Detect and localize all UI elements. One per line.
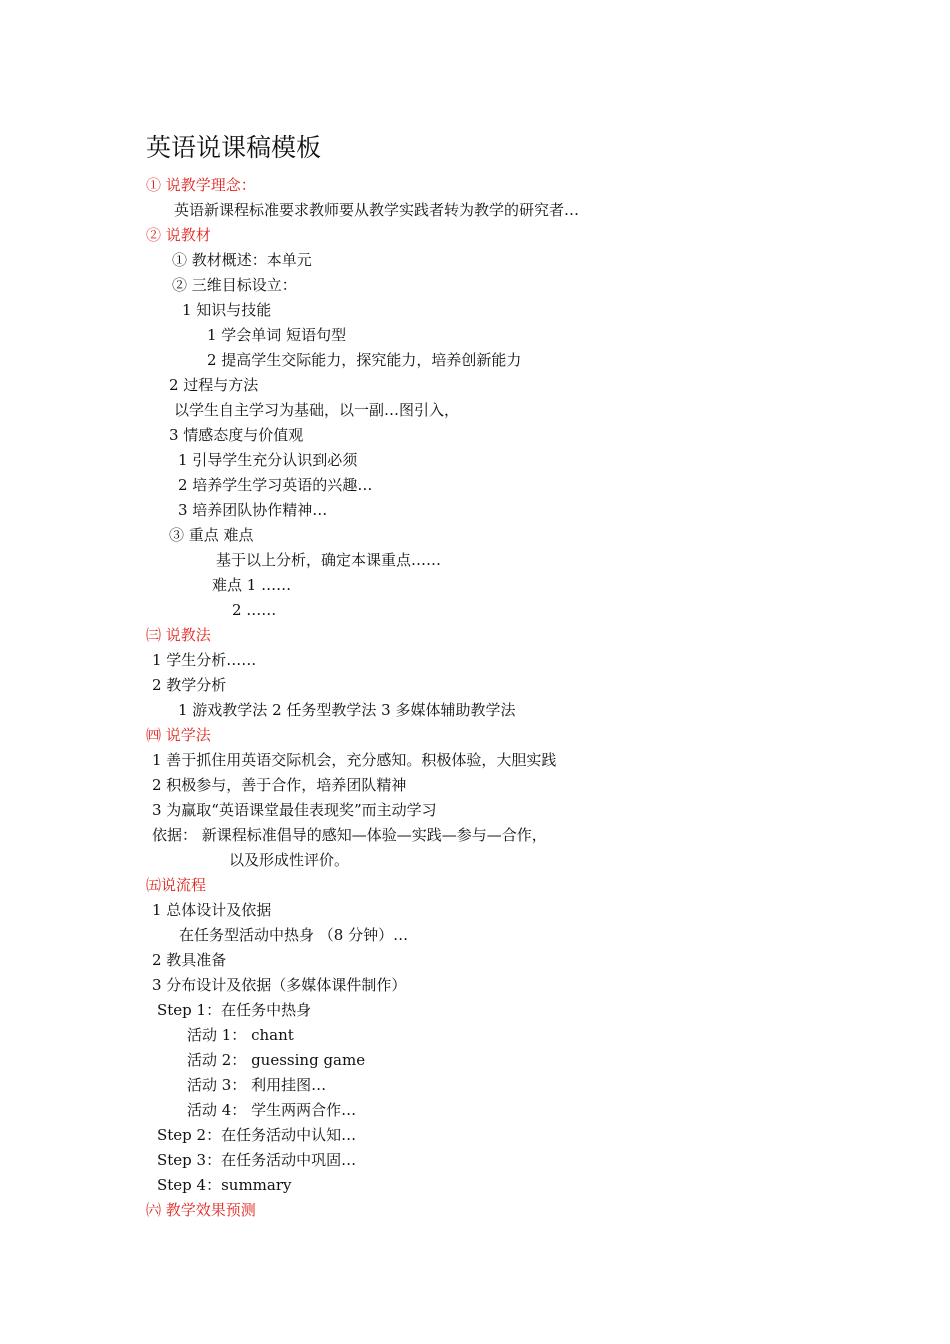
text-line: 1 游戏教学法 2 任务型教学法 3 多媒体辅助教学法: [178, 701, 516, 719]
text-line: 2 ……: [232, 601, 277, 619]
text-line: 1 总体设计及依据: [152, 901, 272, 919]
text-line: 活动 1： chant: [187, 1026, 294, 1044]
text-line: ③ 重点 难点: [169, 526, 254, 544]
document-title: 英语说课稿模板: [146, 133, 322, 162]
text-line: 基于以上分析，确定本课重点……: [216, 551, 442, 569]
text-line: 活动 4： 学生两两合作…: [187, 1101, 357, 1119]
text-line: 1 引导学生充分认识到必须: [178, 451, 358, 469]
text-line: 1 学会单词 短语句型: [207, 326, 347, 344]
text-line: 依据： 新课程标准倡导的感知—体验—实践—参与—合作，: [152, 826, 547, 844]
section-heading-teaching-material: ② 说教材: [146, 226, 211, 244]
section-heading-effect-prediction: ㈥ 教学效果预测: [146, 1201, 256, 1219]
text-line: 2 教具准备: [152, 951, 227, 969]
text-line: 1 学生分析……: [152, 651, 257, 669]
text-line: 3 培养团队协作精神…: [178, 501, 328, 519]
text-line: ① 教材概述：本单元: [172, 251, 312, 269]
section-heading-process: ㈤说流程: [146, 876, 207, 894]
text-line: 在任务型活动中热身 （8 分钟）…: [179, 926, 409, 944]
text-line: 以及形成性评价。: [229, 851, 350, 869]
text-line: Step 3：在任务活动中巩固…: [157, 1151, 357, 1169]
text-line: Step 4：summary: [157, 1176, 292, 1194]
text-line: 3 情感态度与价值观: [169, 426, 304, 444]
text-line: 2 过程与方法: [169, 376, 259, 394]
text-line: Step 2：在任务活动中认知…: [157, 1126, 357, 1144]
text-line: 2 积极参与，善于合作，培养团队精神: [152, 776, 407, 794]
text-line: 活动 3： 利用挂图…: [187, 1076, 327, 1094]
text-line: 活动 2： guessing game: [187, 1051, 366, 1069]
text-line: Step 1：在任务中热身: [157, 1001, 312, 1019]
text-line: 1 知识与技能: [182, 301, 272, 319]
section-heading-teaching-method: ㈢ 说教法: [146, 626, 211, 644]
text-line: 2 提高学生交际能力，探究能力，培养创新能力: [207, 351, 522, 369]
text-line: 2 教学分析: [152, 676, 227, 694]
text-line: 难点 1 ……: [212, 576, 292, 594]
text-line: ② 三维目标设立：: [172, 276, 297, 294]
section-heading-learning-method: ㈣ 说学法: [146, 726, 211, 744]
text-line: 2 培养学生学习英语的兴趣…: [178, 476, 373, 494]
text-line: 以学生自主学习为基础，以一副…图引入，: [174, 401, 460, 419]
text-line: 3 分布设计及依据（多媒体课件制作）: [152, 976, 407, 994]
text-line: 1 善于抓住用英语交际机会，充分感知。积极体验，大胆实践: [152, 751, 557, 769]
text-line: 3 为赢取“英语课堂最佳表现奖”而主动学习: [152, 801, 437, 819]
section-heading-teaching-philosophy: ① 说教学理念：: [146, 176, 256, 194]
text-line: 英语新课程标准要求教师要从教学实践者转为教学的研究者…: [174, 201, 580, 219]
